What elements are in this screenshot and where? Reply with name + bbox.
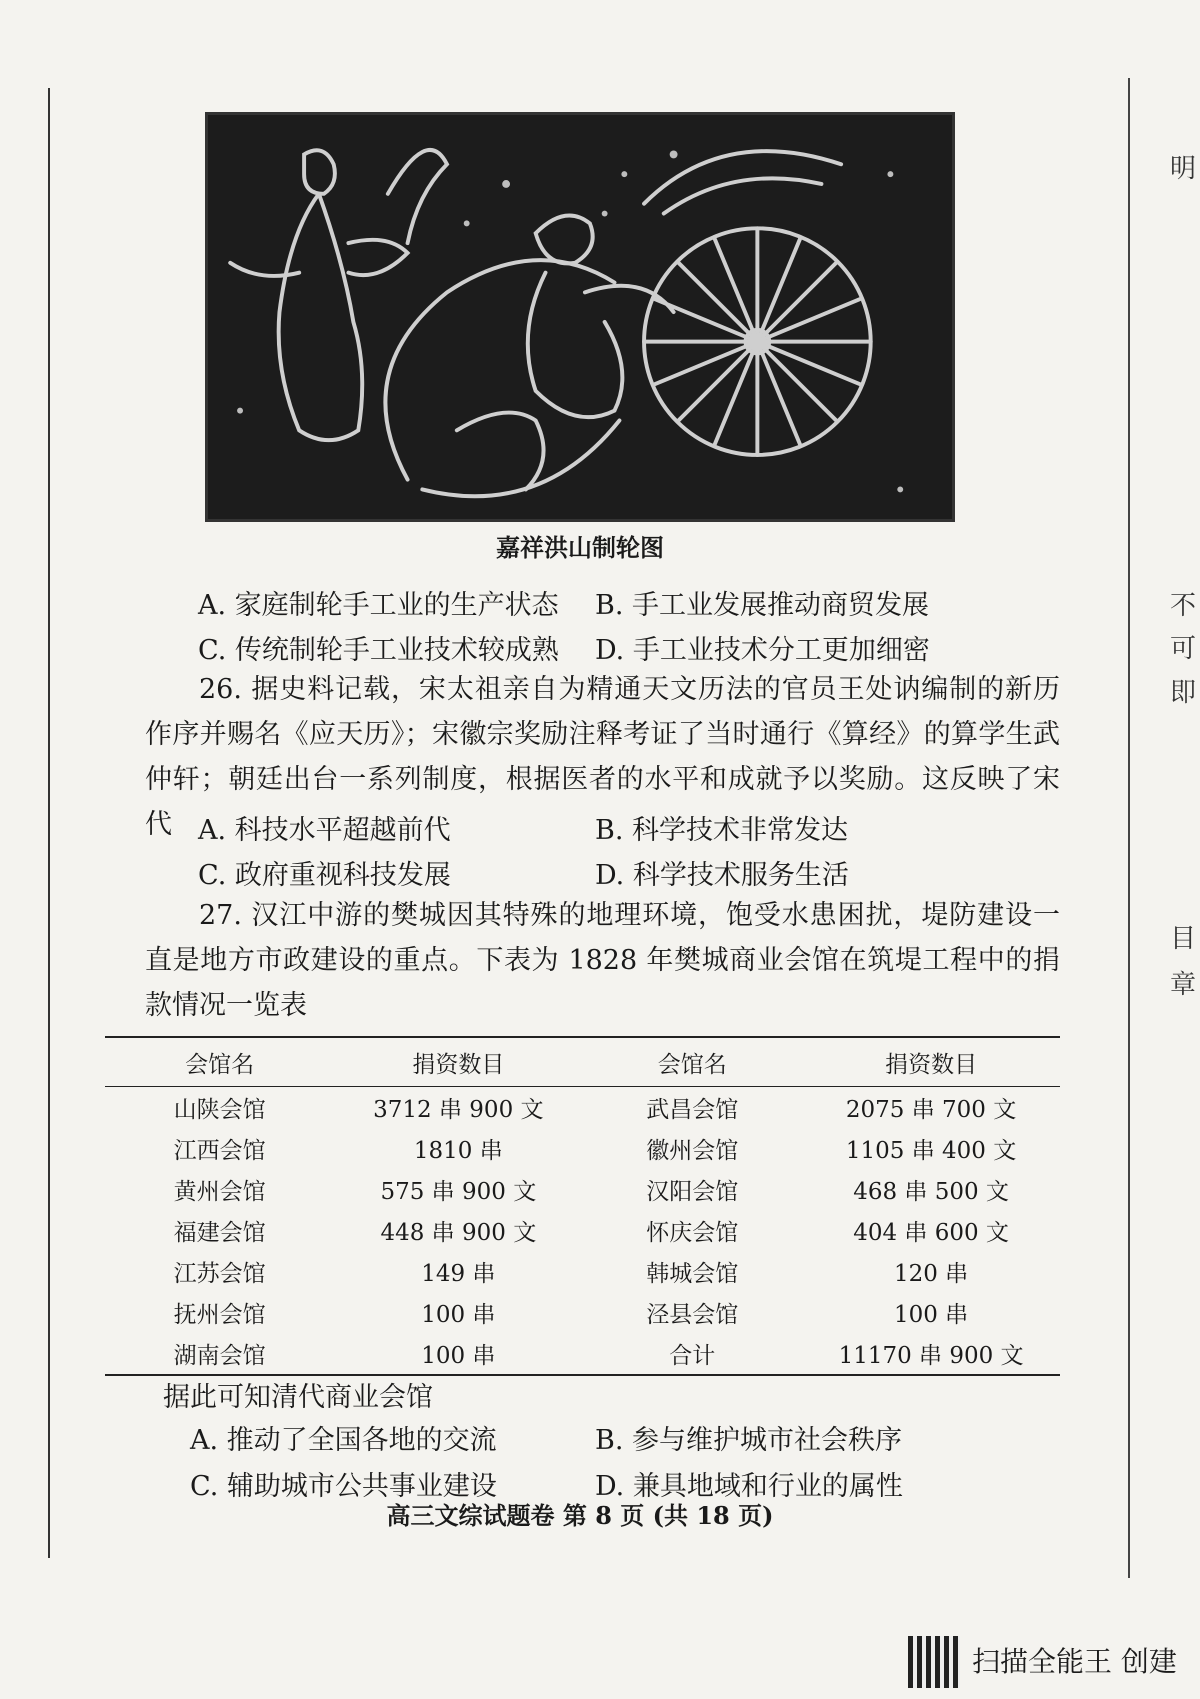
q25-option-d: D. 手工业技术分工更加细密 [595, 635, 930, 666]
wheel-making-drawing [208, 115, 952, 519]
guild-name-cell: 江苏会馆 [173, 1261, 266, 1287]
donation-cell: 448 串 900 文 [380, 1220, 537, 1246]
header-donation: 捐资数目 [802, 1038, 1060, 1087]
table-body [105, 1087, 1060, 1375]
q27-option-c: C. 辅助城市公共事业建设 [190, 1471, 497, 1502]
table-row [105, 1251, 1060, 1292]
table-row [105, 1128, 1060, 1169]
donation-cell: 468 串 500 文 [853, 1179, 1009, 1205]
guild-name-cell: 福建会馆 [173, 1220, 266, 1246]
edge-char: 明 [1170, 154, 1197, 184]
table-row [105, 1292, 1060, 1333]
q26-option-c: C. 政府重视科技发展 [198, 860, 451, 891]
donation-cell: 3712 串 900 文 [373, 1097, 544, 1123]
donation-table [105, 1036, 1060, 1376]
donation-cell: 100 串 [421, 1302, 496, 1328]
table-row [105, 1333, 1060, 1374]
figure-caption: 嘉祥洪山制轮图 [496, 533, 664, 562]
guild-name-cell: 抚州会馆 [173, 1302, 266, 1328]
edge-char: 目 [1170, 924, 1197, 954]
donation-cell: 1810 串 [413, 1138, 503, 1164]
header-donation: 捐资数目 [334, 1038, 582, 1087]
table-row [105, 1210, 1060, 1251]
q27-stem: 27. 汉江中游的樊城因其特殊的地理环境，饱受水患困扰，堤防建设一直是地方市政建设的重点。下表为 1828 年樊城商业会馆在筑堤工程中的捐款情况一览表 [145, 900, 1060, 1021]
header-guild-name: 会馆名 [582, 1038, 802, 1087]
guild-name-cell: 韩城会馆 [646, 1261, 739, 1287]
q25-option-b: B. 手工业发展推动商贸发展 [595, 590, 930, 621]
guild-name-cell: 江西会馆 [173, 1138, 266, 1164]
donation-cell: 149 串 [421, 1261, 496, 1287]
header-guild-name: 会馆名 [105, 1038, 334, 1087]
wheel-making-image [205, 112, 955, 522]
guild-name-cell: 湖南会馆 [173, 1343, 266, 1369]
table-row [105, 1087, 1060, 1129]
q27-option-d: D. 兼具地域和行业的属性 [595, 1471, 903, 1502]
guild-name-cell: 汉阳会馆 [646, 1179, 739, 1205]
donation-cell: 120 串 [893, 1261, 969, 1287]
q26-option-d: D. 科学技术服务生活 [595, 860, 849, 891]
donation-cell: 1105 串 400 文 [845, 1138, 1017, 1164]
guild-name-cell: 黄州会馆 [173, 1179, 266, 1205]
guild-name-cell: 泾县会馆 [646, 1302, 739, 1328]
right-margin-rule [1128, 78, 1130, 1578]
q26-option-a: A. 科技水平超越前代 [198, 815, 451, 846]
q27-option-b: B. 参与维护城市社会秩序 [595, 1425, 903, 1456]
edge-char: 不 [1170, 591, 1197, 621]
edge-char: 即 [1170, 678, 1197, 708]
guild-name-cell: 徽州会馆 [646, 1138, 739, 1164]
donation-cell: 2075 串 700 文 [845, 1097, 1017, 1123]
guild-name-cell: 怀庆会馆 [646, 1220, 739, 1246]
q26-stem: 26. 据史料记载，宋太祖亲自为精通天文历法的官员王处讷编制的新历作序并赐名《应天历》；宋徽宗奖励注释考证了当时通行《算经》的算学生武仲轩；朝廷出台一系列制度，根据医者的水平和成就予以奖励。这反映了宋代 [145, 674, 1060, 840]
q27-option-a: A. 推动了全国各地的交流 [190, 1425, 497, 1456]
left-margin-rule [48, 88, 50, 1558]
q27-question: 据此可知清代商业会馆 [163, 1382, 433, 1413]
qr-code-icon [908, 1636, 960, 1688]
table-row [105, 1169, 1060, 1210]
donation-cell: 575 串 900 文 [380, 1179, 537, 1205]
donation-cell: 11170 串 900 文 [838, 1343, 1024, 1369]
guild-name-cell: 山陕会馆 [173, 1097, 266, 1123]
edge-char: 可 [1170, 634, 1197, 664]
scanner-watermark: 扫描全能王 创建 [972, 1645, 1177, 1678]
donation-cell: 100 串 [893, 1302, 969, 1328]
q26-option-b: B. 科学技术非常发达 [595, 815, 849, 846]
q25-option-c: C. 传统制轮手工业技术较成熟 [198, 635, 559, 666]
table-header-row [105, 1038, 1060, 1087]
donation-cell: 404 串 600 文 [853, 1220, 1009, 1246]
q25-option-a: A. 家庭制轮手工业的生产状态 [198, 590, 559, 621]
page-footer: 高三文综试题卷 第 8 页 (共 18 页) [386, 1501, 774, 1530]
guild-name-cell: 武昌会馆 [646, 1097, 739, 1123]
donation-cell: 100 串 [421, 1343, 496, 1369]
guild-name-cell: 合计 [669, 1343, 716, 1369]
edge-char: 章 [1170, 970, 1197, 1000]
